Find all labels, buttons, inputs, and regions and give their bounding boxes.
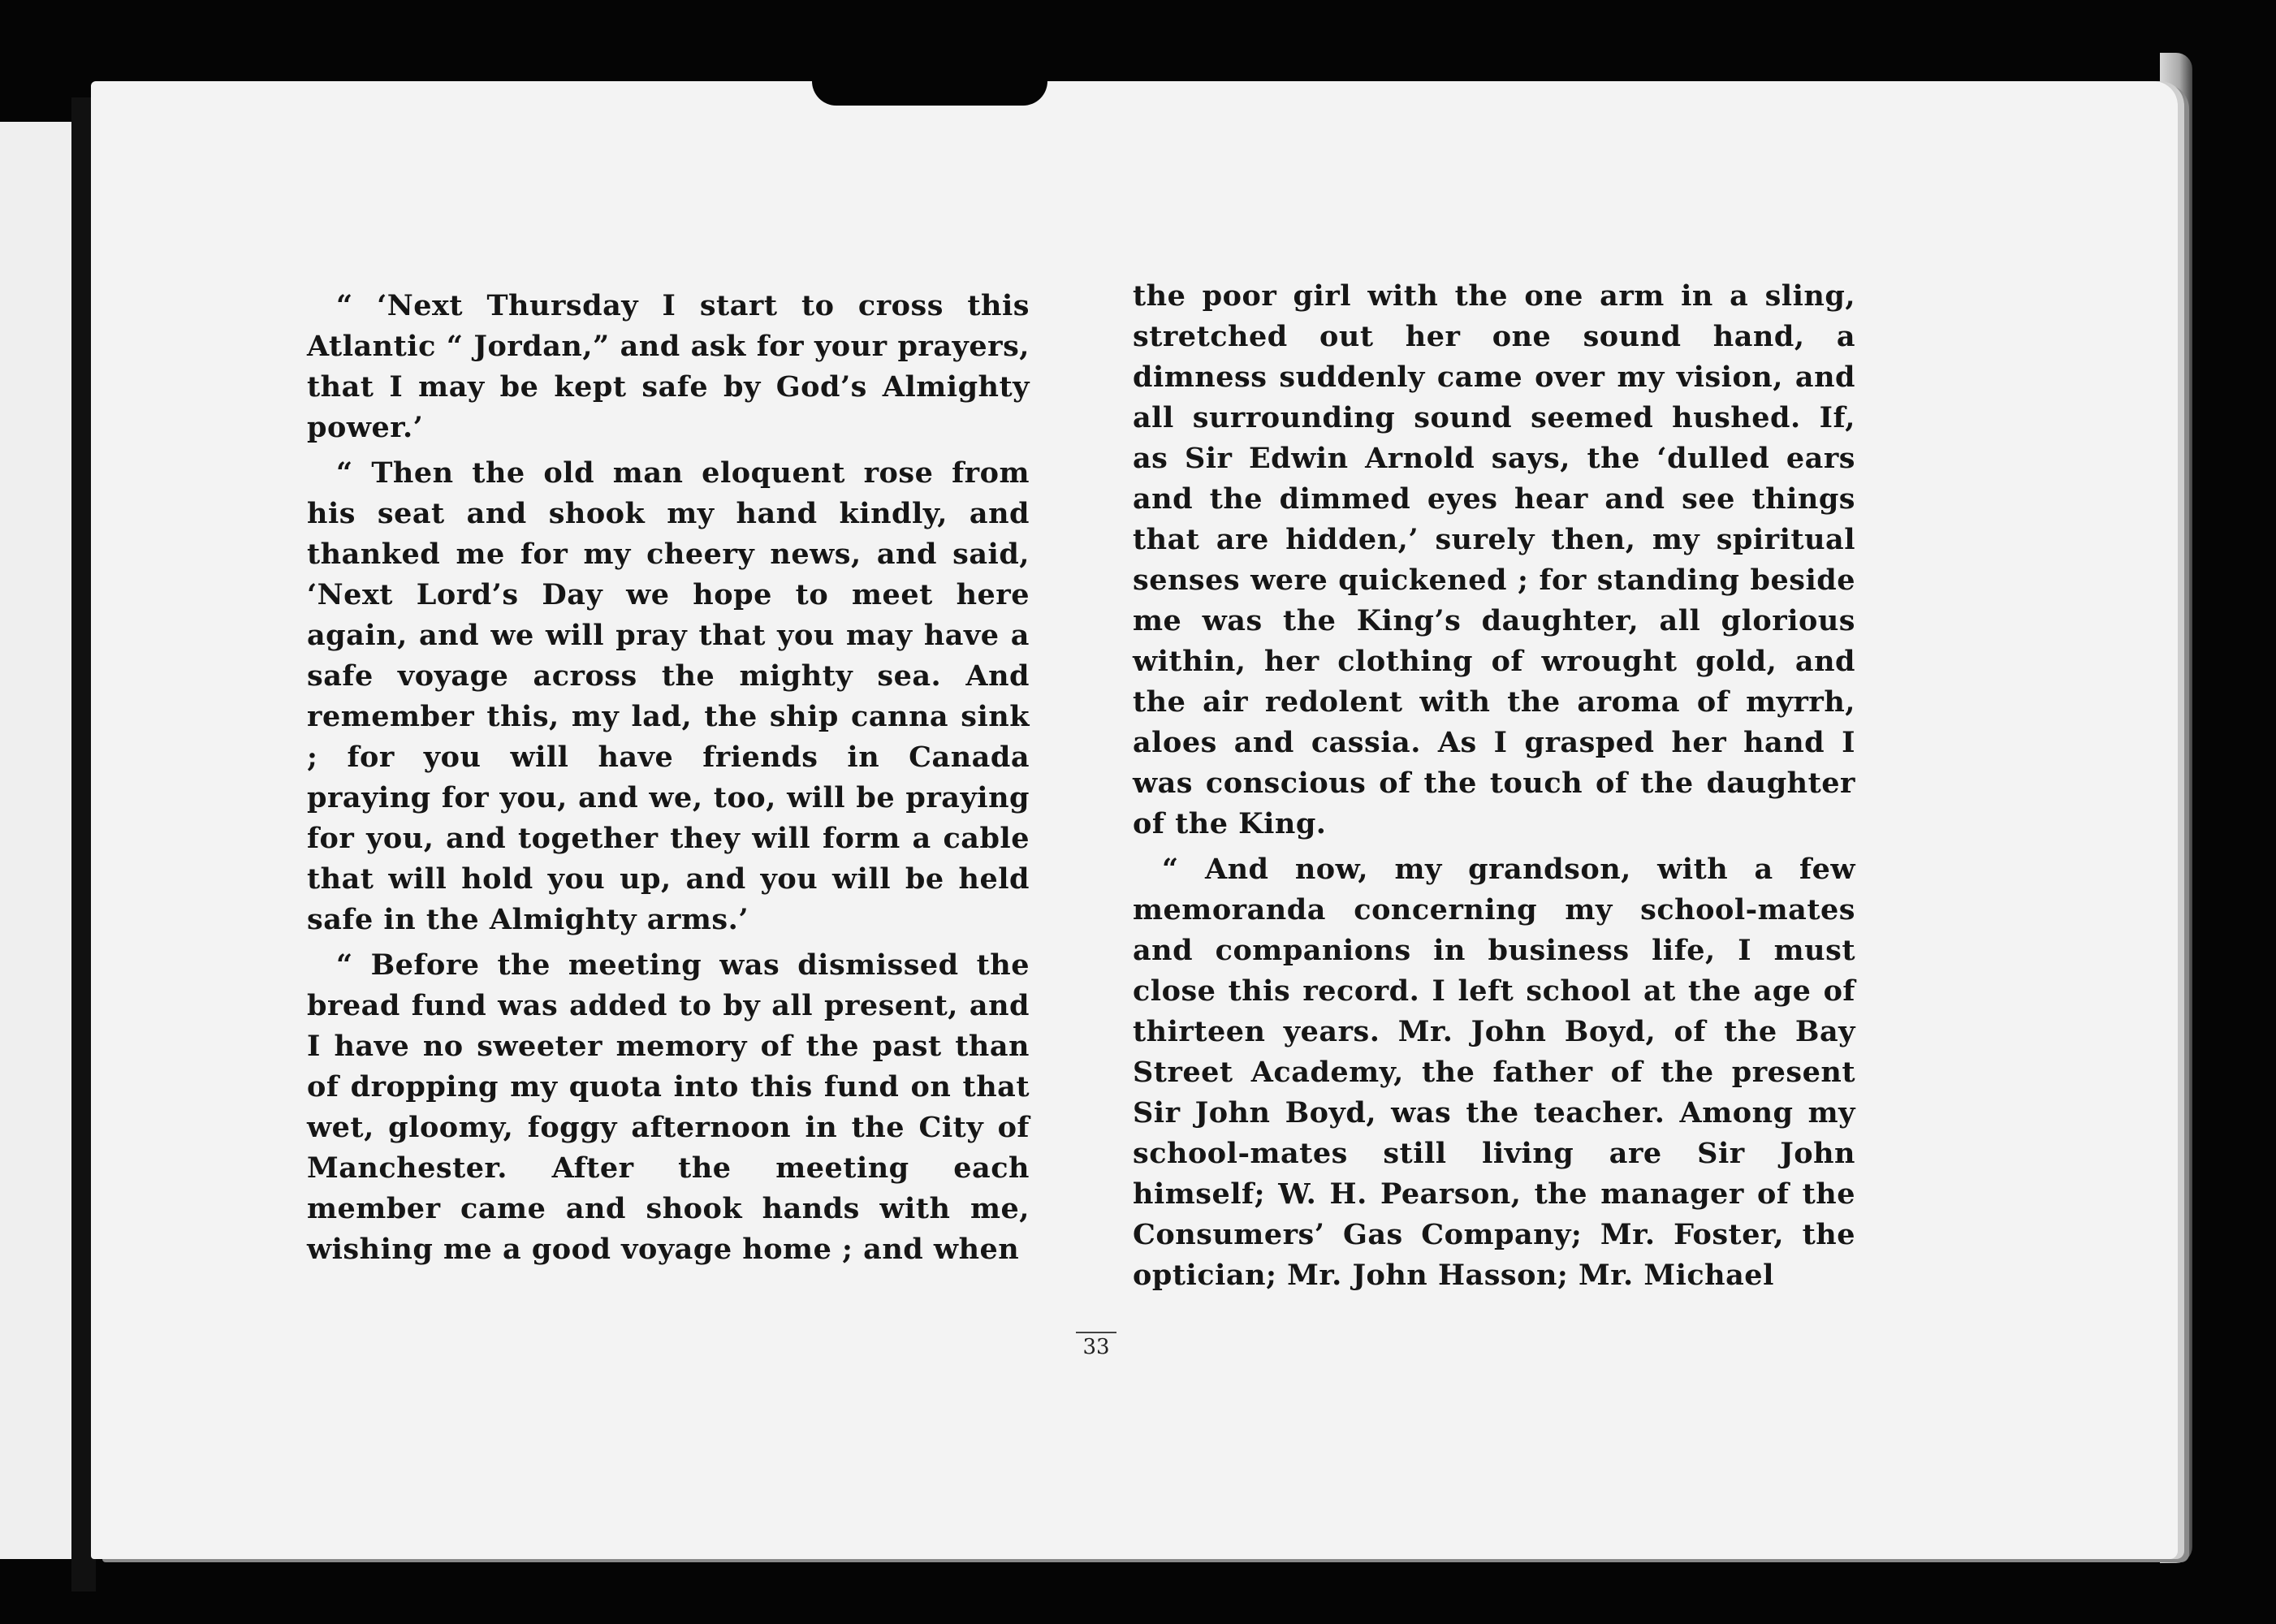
left-text-column — [307, 286, 1030, 1275]
page-number: 33 — [1076, 1332, 1116, 1359]
paragraph: the poor girl with the one arm in a sling, stretched out her one sound hand, a dimness suddenly came over my vision, and all surrounding sound seemed hushed. If, as Sir Edwin Arnold says, the ‘dulled ears and the dimmed eyes hear and see things that are hidden,’ surely then, my spiritual senses were quickened ; for standing beside me was the King’s daughter, all glorious within, her clothing of wrought gold, and the air redolent with the aroma of myrrh, aloes and cassia. As I grasped her hand I was conscious of the touch of the daughter of the King. — [1133, 279, 1855, 840]
paragraph: “ And now, my grandson, with a few memoranda concerning my school-mates and companions in business life, I must close this record. I left school at the age of thirteen years. Mr. John Boyd, of the Bay Street Academy, the father of the present Sir John Boyd, was the teacher. Among my school-mates still living are Sir John himself; W. H. Pearson, the manager of the Consumers’ Gas Company; Mr. Foster, the optician; Mr. John Hasson; Mr. Michael — [1133, 853, 1855, 1292]
page-top-notch — [812, 65, 1047, 106]
right-text-column — [1133, 276, 1855, 1301]
paragraph: “ ‘Next Thursday I start to cross this Atlantic “ Jordan,” and ask for your prayers, that I may be kept safe by God’s Almighty power.’ — [307, 289, 1030, 444]
paragraph: “ Before the meeting was dismissed the bread fund was added to by all present, and I have no sweeter memory of the past than of dropping my quota into this fund on that wet, gloomy, foggy afternoon in the City of Manchester. After the meeting each member came and shook hands with me, wishing me a good voyage home ; and when — [307, 948, 1030, 1266]
paragraph: “ Then the old man eloquent rose from his seat and shook my hand kindly, and thanked me for my cheery news, and said, ‘Next Lord’s Day we hope to meet here again, and we will pray that you may have a safe voyage across the mighty sea. And remember this, my lad, the ship canna sink ; for you will have friends in Canada praying for you, and we, too, will be praying for you, and together they will form a cable that will hold you up, and you will be held safe in the Almighty arms.’ — [307, 456, 1030, 936]
left-page-edge — [0, 122, 75, 1559]
